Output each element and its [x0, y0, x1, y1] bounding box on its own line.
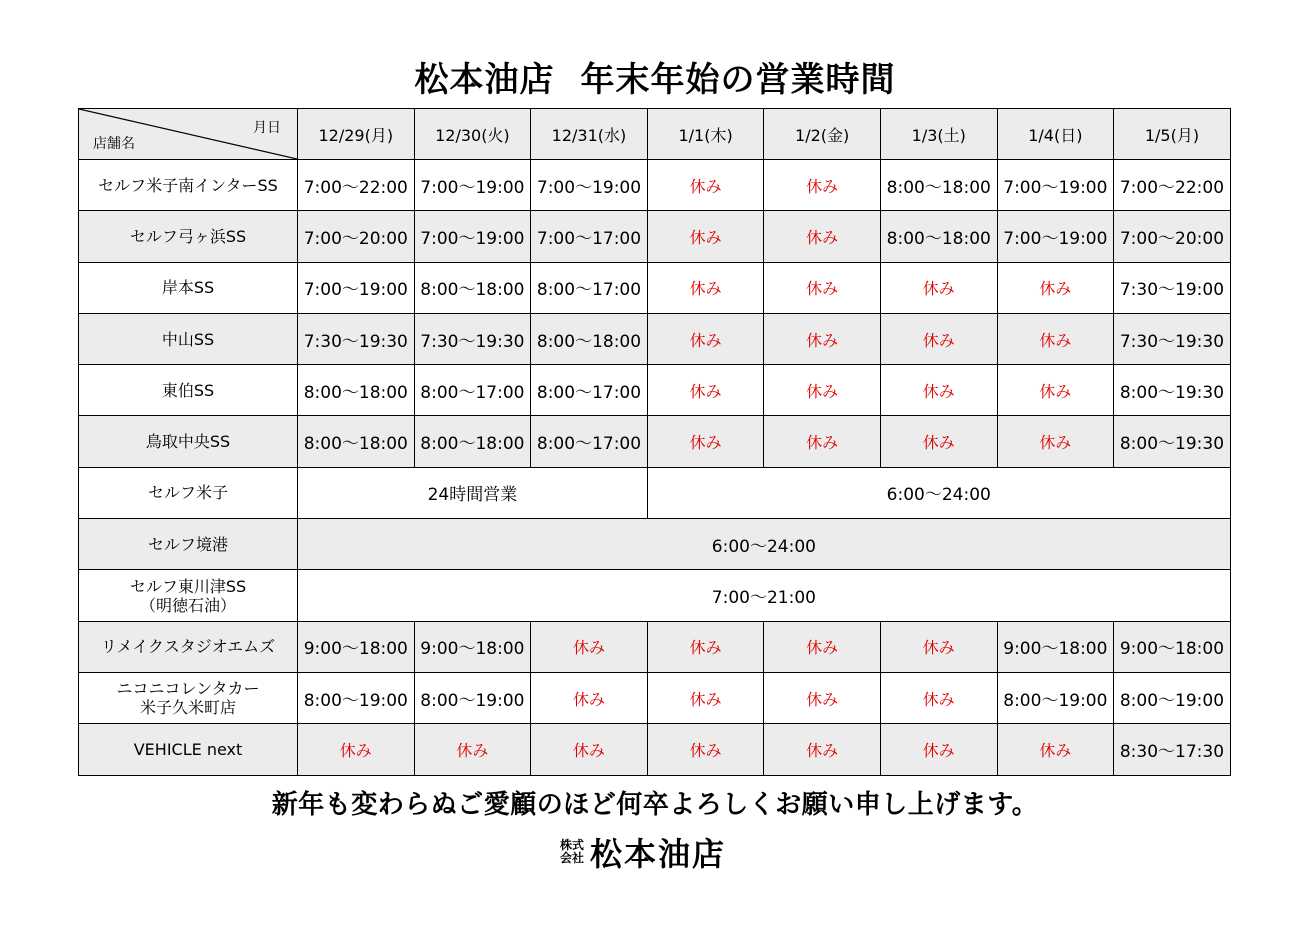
table-row: [79, 621, 1231, 672]
hours-cell: 7:00～19:00: [414, 160, 531, 211]
logo-prefix: [560, 839, 584, 865]
schedule-body: [79, 160, 1231, 776]
closed-cell: 休み: [531, 621, 648, 672]
hours-cell: 7:00～19:00: [997, 160, 1114, 211]
store-name-line: セルフ境港: [147, 534, 228, 554]
date-header: 12/30(火): [414, 109, 531, 160]
hours-cell: 8:00～19:00: [414, 672, 531, 723]
table-row: [79, 724, 1231, 775]
corner-date-label: 月日: [253, 120, 281, 136]
store-name-line: ニコニコレンタカー: [116, 679, 260, 699]
closed-cell: 休み: [764, 211, 881, 262]
closed-cell: 休み: [764, 313, 881, 364]
hours-cell: 7:00～19:00: [531, 160, 648, 211]
date-header: 1/5(月): [1114, 109, 1231, 160]
closed-cell: 休み: [764, 672, 881, 723]
store-name-cell: [79, 467, 298, 518]
closed-cell: 休み: [298, 724, 415, 775]
store-name-cell: [79, 365, 298, 416]
store-name-cell: [79, 570, 298, 621]
hours-cell: 7:00～22:00: [1114, 160, 1231, 211]
store-name-line: 中山SS: [161, 329, 215, 349]
hours-cell: 9:00～18:00: [298, 621, 415, 672]
store-name-line: セルフ米子: [147, 483, 228, 503]
table-row: [79, 519, 1231, 570]
hours-cell: 9:00～18:00: [1114, 621, 1231, 672]
closed-cell: 休み: [414, 724, 531, 775]
closed-cell: 休み: [997, 416, 1114, 467]
table-row: [79, 365, 1231, 416]
hours-cell: 8:00～17:00: [531, 262, 648, 313]
hours-cell: 8:00～19:30: [1114, 416, 1231, 467]
closed-cell: 休み: [880, 724, 997, 775]
closed-cell: 休み: [647, 313, 764, 364]
hours-span-cell: 6:00～24:00: [298, 519, 1231, 570]
closed-cell: 休み: [531, 724, 648, 775]
closed-cell: 休み: [647, 262, 764, 313]
closed-cell: 休み: [647, 365, 764, 416]
store-name-line: 鳥取中央SS: [145, 432, 231, 452]
hours-cell: 8:30～17:30: [1114, 724, 1231, 775]
store-name-cell: [79, 416, 298, 467]
hours-cell: 8:00～18:00: [414, 416, 531, 467]
table-row: [79, 211, 1231, 262]
hours-cell: 7:00～19:00: [997, 211, 1114, 262]
hours-span-cell: 24時間営業: [298, 467, 648, 518]
store-name-cell: [79, 313, 298, 364]
closed-cell: 休み: [764, 262, 881, 313]
date-header: 1/2(金): [764, 109, 881, 160]
page-title: [0, 52, 1310, 101]
hours-cell: 8:00～19:00: [1114, 672, 1231, 723]
closed-cell: 休み: [880, 313, 997, 364]
corner-header-cell: [79, 109, 298, 160]
store-name-cell: [79, 724, 298, 775]
date-header: 1/1(木): [647, 109, 764, 160]
store-name-cell: [79, 262, 298, 313]
store-name-cell: [79, 621, 298, 672]
closed-cell: 休み: [880, 365, 997, 416]
closed-cell: 休み: [880, 621, 997, 672]
closed-cell: 休み: [647, 672, 764, 723]
hours-cell: 7:30～19:30: [298, 313, 415, 364]
hours-span-cell: 7:00～21:00: [298, 570, 1231, 621]
hours-cell: 7:30～19:30: [1114, 313, 1231, 364]
closed-cell: 休み: [764, 160, 881, 211]
store-name-line: セルフ東川津SS: [129, 576, 247, 596]
hours-cell: 8:00～17:00: [531, 416, 648, 467]
schedule-table: [78, 108, 1231, 776]
date-header: 1/3(土): [880, 109, 997, 160]
closed-cell: 休み: [764, 365, 881, 416]
hours-cell: 9:00～18:00: [997, 621, 1114, 672]
table-row: [79, 570, 1231, 621]
store-name-line: リメイクスタジオエムズ: [100, 637, 276, 657]
closed-cell: 休み: [764, 416, 881, 467]
store-name-line: （明徳石油）: [139, 595, 236, 615]
hours-cell: 7:00～20:00: [1114, 211, 1231, 262]
closed-cell: 休み: [647, 621, 764, 672]
hours-cell: 8:00～18:00: [298, 416, 415, 467]
closed-cell: 休み: [880, 262, 997, 313]
hours-cell: 9:00～18:00: [414, 621, 531, 672]
closed-cell: 休み: [647, 160, 764, 211]
store-name-line: VEHICLE next: [133, 739, 243, 759]
table-row: [79, 313, 1231, 364]
logo-prefix-top: 株式: [560, 838, 585, 852]
store-name-cell: [79, 672, 298, 723]
store-name-cell: [79, 519, 298, 570]
date-header: 12/31(水): [531, 109, 648, 160]
closed-cell: 休み: [647, 416, 764, 467]
closed-cell: 休み: [997, 262, 1114, 313]
header-row: [79, 109, 1231, 160]
corner-store-label: 店舗名: [93, 136, 135, 152]
store-name-line: 岸本SS: [161, 278, 215, 298]
hours-cell: 8:00～19:30: [1114, 365, 1231, 416]
closed-cell: 休み: [997, 365, 1114, 416]
store-name-cell: [79, 211, 298, 262]
table-row: [79, 160, 1231, 211]
closed-cell: 休み: [531, 672, 648, 723]
closed-cell: 休み: [647, 724, 764, 775]
hours-cell: 8:00～18:00: [880, 160, 997, 211]
closing-message: 新年も変わらぬご愛顧のほど何卒よろしくお願い申し上げます。: [271, 790, 1039, 820]
closed-cell: 休み: [997, 313, 1114, 364]
store-name-cell: [79, 160, 298, 211]
date-header: 1/4(日): [997, 109, 1114, 160]
logo-name: 松本油店: [590, 835, 727, 873]
closed-cell: 休み: [647, 211, 764, 262]
hours-cell: 8:00～18:00: [414, 262, 531, 313]
store-name-line: 米子久米町店: [139, 698, 236, 718]
hours-cell: 7:00～20:00: [298, 211, 415, 262]
hours-cell: 7:30～19:00: [1114, 262, 1231, 313]
logo-prefix-bottom: 会社: [560, 851, 585, 865]
hours-span-cell: 6:00～24:00: [647, 467, 1230, 518]
hours-cell: 8:00～18:00: [880, 211, 997, 262]
hours-cell: 8:00～17:00: [531, 365, 648, 416]
table-row: [79, 672, 1231, 723]
hours-cell: 7:00～22:00: [298, 160, 415, 211]
hours-cell: 8:00～19:00: [298, 672, 415, 723]
hours-cell: 8:00～19:00: [997, 672, 1114, 723]
hours-cell: 7:00～19:00: [414, 211, 531, 262]
title-heading: 年末年始の営業時間: [580, 60, 896, 100]
title-company: 松本油店: [414, 60, 555, 100]
hours-cell: 8:00～18:00: [298, 365, 415, 416]
closed-cell: 休み: [997, 724, 1114, 775]
table-row: [79, 262, 1231, 313]
hours-cell: 8:00～17:00: [414, 365, 531, 416]
table-row: [79, 416, 1231, 467]
closed-cell: 休み: [764, 621, 881, 672]
store-name-line: セルフ弓ヶ浜SS: [129, 226, 247, 246]
hours-cell: 8:00～18:00: [531, 313, 648, 364]
closed-cell: 休み: [764, 724, 881, 775]
hours-cell: 7:00～19:00: [298, 262, 415, 313]
hours-cell: 7:30～19:30: [414, 313, 531, 364]
store-name-line: 東伯SS: [161, 380, 215, 400]
closed-cell: 休み: [880, 672, 997, 723]
store-name-line: セルフ米子南インターSS: [98, 175, 278, 195]
hours-cell: 7:00～17:00: [531, 211, 648, 262]
table-row: [79, 467, 1231, 518]
date-header: 12/29(月): [298, 109, 415, 160]
company-logo: [560, 832, 726, 872]
closed-cell: 休み: [880, 416, 997, 467]
